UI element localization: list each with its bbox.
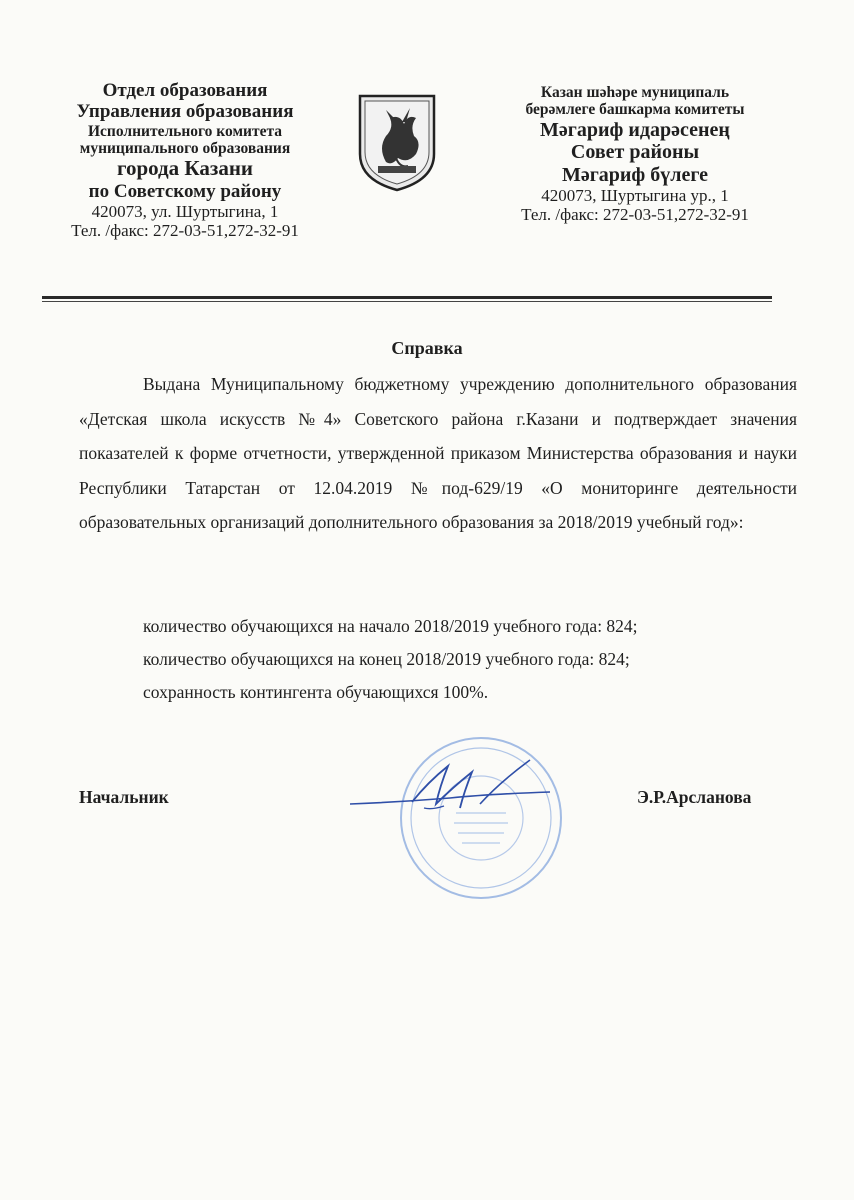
letterhead-left	[40, 80, 330, 240]
header-divider-thin	[42, 301, 772, 302]
letterhead-right	[490, 84, 780, 224]
signatory-name: Э.Р.Арсланова	[637, 787, 752, 807]
committee-name-tatar: берәмлеге башкарма комитеты	[525, 101, 745, 119]
district-name-tatar: Совет районы	[570, 141, 700, 164]
signatory-position: Начальник	[79, 787, 169, 807]
admin-name-tatar: Мәгариф идарәсенең	[540, 118, 730, 141]
dept-name: Отдел образования	[102, 80, 268, 101]
document-paragraph: Выдана Муниципальному бюджетному учреждению дополнительного образования «Детская школа искусств №4» Советского района г.Казани и подтверждает значения показателей к форме отчетности, утвержденной приказом Министерства образования и науки Республики Татарстан от 12.04.2019 №под-629/19 «О мониторинге деятельности образовательных организаций дополнительного образования за 2018/2019 учебный год»:	[79, 374, 797, 532]
district-name: по Советскому району	[88, 180, 282, 202]
committee-name: Исполнительного комитета	[87, 122, 283, 140]
dept-name-tatar: Мәгариф бүлеге	[561, 163, 709, 186]
indicator-list	[143, 610, 793, 709]
city-name: города Казани	[116, 156, 254, 181]
header-divider	[42, 296, 772, 299]
phone-left: Тел. /факс: 272-03-51,272-32-91	[71, 221, 299, 241]
list-item: количество обучающихся на начало 2018/2019 учебного года: 824;	[143, 616, 638, 636]
phone-right: Тел. /факс: 272-03-51,272-32-91	[521, 204, 749, 224]
document-title: Справка	[391, 338, 463, 358]
admin-name: Управления образования	[76, 101, 294, 123]
address-left: 420073, ул. Шуртыгина, 1	[91, 202, 279, 222]
list-item: количество обучающихся на конец 2018/2019 учебного года: 824;	[143, 649, 630, 669]
kazan-coat-of-arms-icon	[356, 92, 438, 192]
city-name-tatar: Казан шәһәре муниципаль	[540, 84, 730, 101]
list-item: сохранность контингента обучающихся 100%.	[143, 682, 489, 702]
handwritten-signature	[340, 752, 560, 832]
address-right: 420073, Шуртыгина ур., 1	[541, 185, 729, 205]
municipality-name: муниципального образования	[79, 139, 291, 157]
